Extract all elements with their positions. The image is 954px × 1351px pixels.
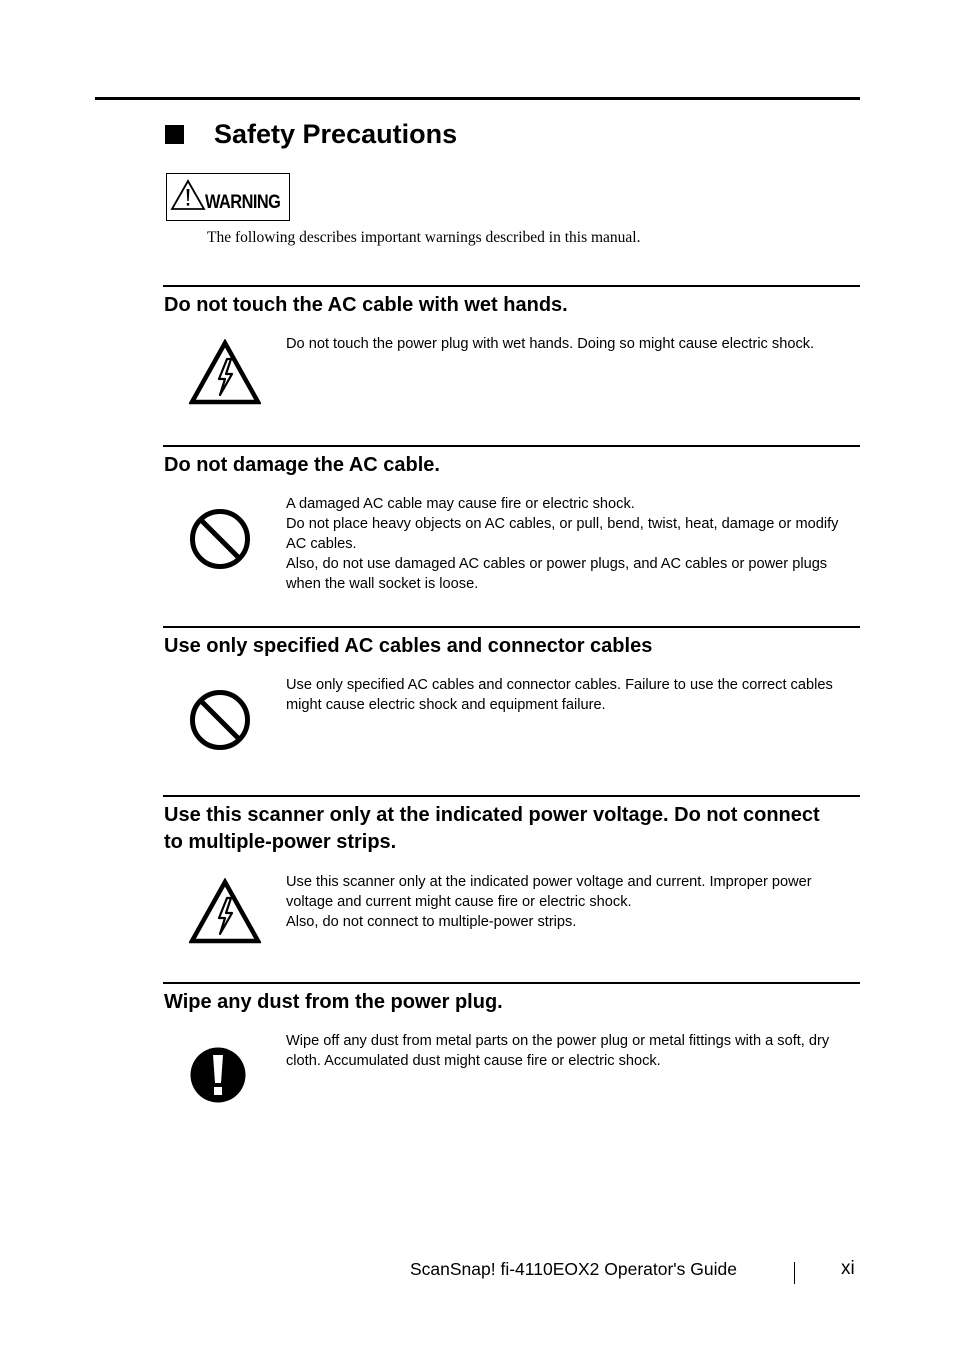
section-heading: Use this scanner only at the indicated power voltage. Do not connect to multiple-power strips. (164, 804, 820, 853)
section-body (286, 494, 858, 594)
section-rule (163, 445, 860, 447)
section-rule (163, 285, 860, 287)
title-row (165, 116, 457, 152)
warning-triangle-icon (170, 179, 206, 211)
section-paragraph: A damaged AC cable may cause fire or electric shock. (286, 496, 635, 512)
section-heading: Do not damage the AC cable. (164, 454, 440, 476)
top-rule (95, 97, 860, 100)
prohibited-icon (189, 689, 251, 751)
mandatory-action-icon (189, 1046, 247, 1104)
section-paragraph: Use only specified AC cables and connector cables. Failure to use the correct cables might cause electric shock and equipment failure. (286, 677, 833, 713)
section-paragraph: Do not place heavy objects on AC cables, or pull, bend, twist, heat, damage or modify AC cables. (286, 516, 839, 552)
section-paragraph: Use this scanner only at the indicated power voltage and current. Improper power voltage and current might cause fire or electric shock. (286, 874, 812, 910)
section-heading: Use only specified AC cables and connector cables (164, 635, 653, 657)
section-body (286, 334, 858, 354)
section-body (286, 675, 858, 715)
section-paragraph: Wipe off any dust from metal parts on the power plug or metal fittings with a soft, dry cloth. Accumulated dust might cause fire or electric shock. (286, 1033, 830, 1069)
section-rule (163, 795, 860, 797)
footer-separator (794, 1262, 795, 1284)
section-heading: Wipe any dust from the power plug. (164, 991, 503, 1013)
section-body (286, 1031, 858, 1071)
page-title: Safety Precautions (214, 118, 458, 149)
title-bullet-square (165, 125, 184, 144)
electric-shock-warning-icon (189, 339, 261, 405)
warning-badge (166, 173, 290, 221)
section-heading: Do not touch the AC cable with wet hands. (164, 294, 568, 316)
section-rule (163, 982, 860, 984)
electric-shock-warning-icon (189, 878, 261, 944)
section-body (286, 872, 858, 932)
section-rule (163, 626, 860, 628)
section-paragraph: Also, do not use damaged AC cables or power plugs, and AC cables or power plugs when the wall socket is loose. (286, 556, 828, 592)
section-paragraph: Also, do not connect to multiple-power strips. (286, 914, 577, 930)
section-paragraph: Do not touch the power plug with wet hands. Doing so might cause electric shock. (286, 336, 815, 352)
page-number: xi (841, 1258, 855, 1279)
intro-text: The following describes important warnings described in this manual. (207, 229, 641, 246)
footer-guide-title: ScanSnap! fi-4110EOX2 Operator's Guide (410, 1259, 737, 1279)
prohibited-icon (189, 508, 251, 570)
warning-label: WARNING (205, 192, 281, 213)
